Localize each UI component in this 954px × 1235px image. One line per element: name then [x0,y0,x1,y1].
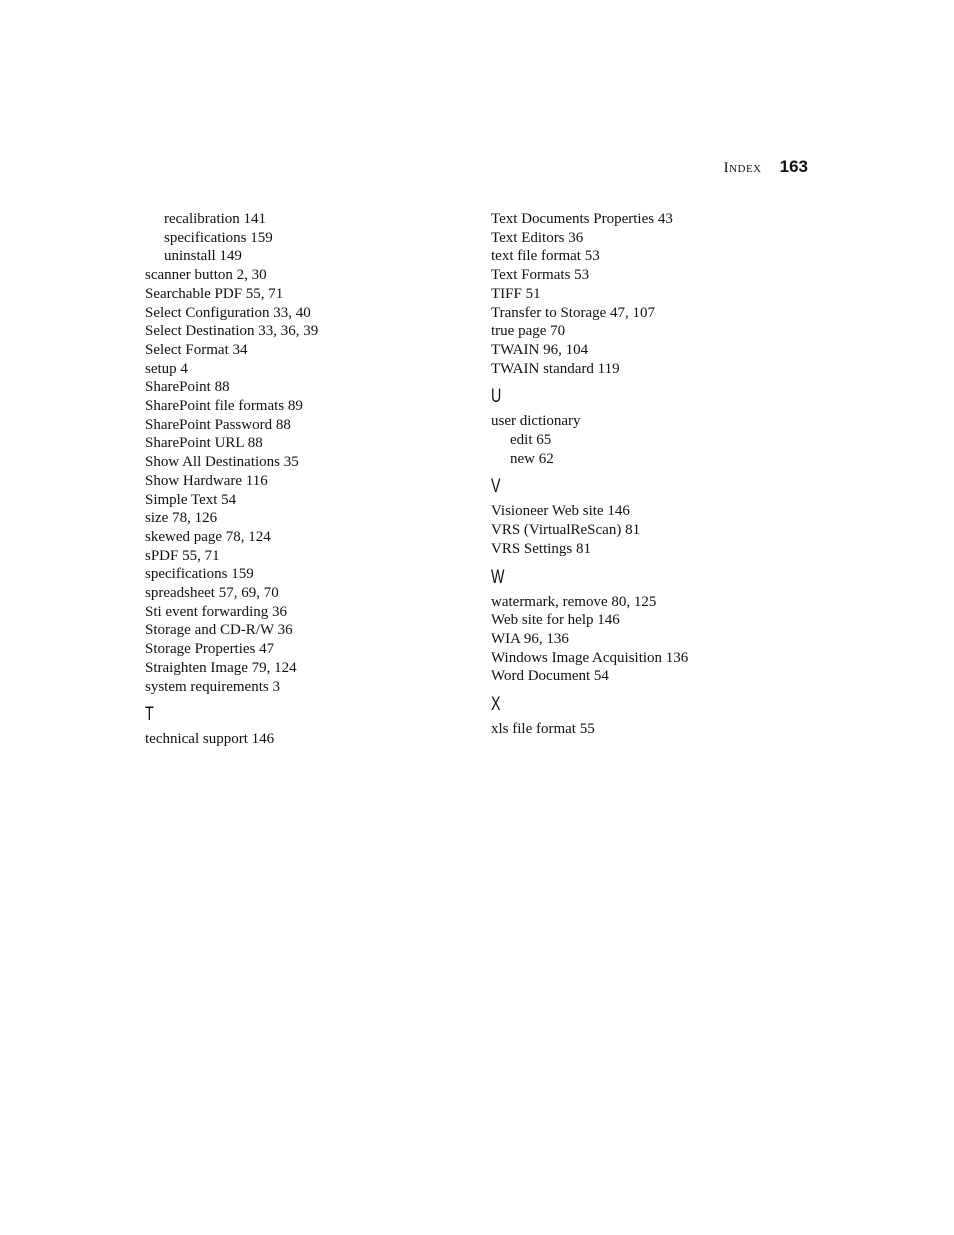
index-entry: Text Editors 36 [491,229,584,246]
index-entry: Straighten Image 79, 124 [145,659,297,676]
index-subentry: new 62 [510,450,554,467]
index-entry: Word Document 54 [491,668,609,685]
index-entry: Text Formats 53 [491,267,590,284]
index-entry: Simple Text 54 [145,491,237,508]
index-entry: VRS Settings 81 [491,540,592,557]
index-entry: size 78, 126 [145,510,218,527]
index-entry: setup 4 [145,360,188,377]
index-entry: system requirements 3 [145,678,280,695]
index-entry: technical support 146 [145,731,275,748]
index-entry: Transfer to Storage 47, 107 [491,304,656,321]
index-entry: user dictionary [491,413,581,430]
index-entry: TIFF 51 [491,285,541,302]
index-column-right [491,210,811,739]
index-entry: text file format 53 [491,248,600,265]
index-entry: Searchable PDF 55, 71 [145,285,284,302]
index-entry: TWAIN 96, 104 [491,341,589,358]
index-subentry: edit 65 [510,432,552,449]
index-entry: Storage Properties 47 [145,641,275,658]
index-letter-heading: W [491,566,505,588]
index-entry: SharePoint 88 [145,379,230,396]
index-entry: Windows Image Acquisition 136 [491,649,689,666]
index-entry: xls file format 55 [491,721,595,738]
index-entry: SharePoint Password 88 [145,416,291,433]
page-number: 163 [779,157,808,176]
index-entry: Text Documents Properties 43 [491,211,673,227]
index-entry: skewed page 78, 124 [145,528,271,545]
index-entry: TWAIN standard 119 [491,360,620,377]
index-letter-heading: T [145,704,154,726]
index-entry: Show All Destinations 35 [145,454,299,471]
index-letter-heading: X [491,694,501,716]
index-entry: Sti event forwarding 36 [145,603,288,620]
header-label: Index [723,160,762,176]
index-entry: WIA 96, 136 [491,630,569,647]
index-letter-heading: V [491,476,501,498]
index-entry: SharePoint URL 88 [145,435,263,452]
index-entry: SharePoint file formats 89 [145,398,303,415]
index-letter-heading: U [491,386,502,408]
index-subentry: specifications 159 [164,229,273,246]
index-subentry: uninstall 149 [164,248,242,265]
running-header [724,157,808,177]
index-entry: Visioneer Web site 146 [491,503,630,520]
index-entry: Select Format 34 [145,341,248,358]
index-subentry: recalibration 141 [164,211,267,227]
index-entry: specifications 159 [145,566,254,583]
index-entry: spreadsheet 57, 69, 70 [145,585,279,602]
index-entry: true page 70 [491,323,566,340]
index-column-left [145,210,465,749]
index-entry: VRS (VirtualReScan) 81 [491,522,641,539]
index-entry: Select Destination 33, 36, 39 [145,323,319,340]
index-entry: scanner button 2, 30 [145,267,267,284]
index-entry: Show Hardware 116 [145,472,268,489]
index-entry: Storage and CD-R/W 36 [145,622,293,639]
index-entry: Web site for help 146 [491,612,620,629]
index-entry: watermark, remove 80, 125 [491,593,657,610]
index-entry: Select Configuration 33, 40 [145,304,311,321]
index-entry: sPDF 55, 71 [145,547,220,564]
